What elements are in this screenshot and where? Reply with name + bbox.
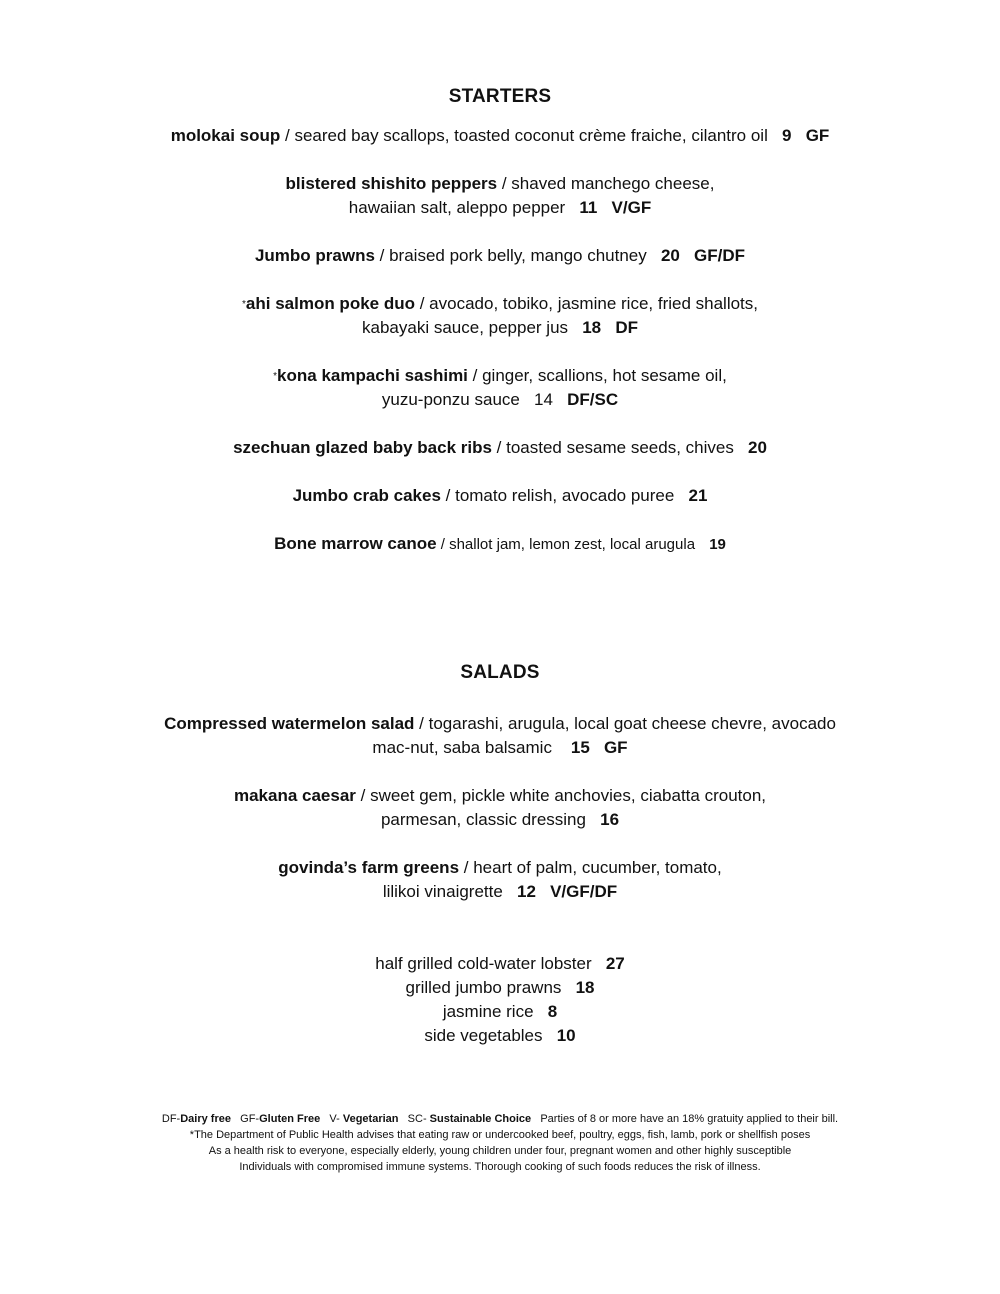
item-name: blistered shishito peppers (285, 174, 498, 193)
item-description-cont: kabayaki sauce, pepper jus (362, 318, 569, 337)
item-name: Compressed watermelon salad (164, 714, 415, 733)
item-price: 9 (782, 126, 792, 145)
footer-legend (0, 1111, 1000, 1127)
item-description-cont: mac-nut, saba balsamic (372, 738, 552, 757)
side-price: 10 (556, 1026, 576, 1045)
side-price: 18 (575, 978, 595, 997)
item-price: 12 (517, 882, 536, 901)
menu-item-crab-cakes (0, 484, 1000, 508)
legend-code-v: V- (329, 1113, 343, 1125)
side-name: half grilled cold-water lobster (375, 954, 592, 973)
health-notice-line3: Individuals with compromised immune systems. Thorough cooking of such foods reduces the risk of illness. (239, 1161, 761, 1173)
health-notice-line1: *The Department of Public Health advises that eating raw or undercooked beef, poultry, eggs, fish, lamb, pork or shellfish poses (189, 1129, 811, 1141)
item-dietary-tag: GF (603, 738, 628, 757)
raw-item-asterisk: * (273, 371, 278, 382)
item-description: / ginger, scallions, hot sesame oil, (467, 366, 727, 385)
side-name: side vegetables (424, 1026, 543, 1045)
salads-heading: SALADS (460, 662, 540, 683)
menu-item-watermelon-salad (0, 712, 1000, 736)
item-price: 18 (582, 318, 602, 337)
item-dietary-tag: GF/DF (694, 246, 746, 265)
menu-item-jumbo-prawns (0, 244, 1000, 268)
side-item-prawns (0, 976, 1000, 1000)
menu-item-makana-caesar-line2 (0, 808, 1000, 832)
item-name: szechuan glazed baby back ribs (233, 438, 492, 457)
menu-item-baby-back-ribs (0, 436, 1000, 460)
menu-item-kampachi-sashimi-line2 (0, 388, 1000, 412)
side-price: 27 (605, 954, 625, 973)
item-description: / togarashi, arugula, local goat cheese chevre, avocado (414, 714, 836, 733)
item-dietary-tag: GF (805, 126, 830, 145)
menu-item-shishito-peppers-line2 (0, 196, 1000, 220)
item-name: molokai soup (170, 126, 281, 145)
health-notice-line2: As a health risk to everyone, especially elderly, young children under four, pregnant women and other highly susceptible (208, 1145, 792, 1157)
item-description: / braised pork belly, mango chutney (374, 246, 647, 265)
legend-code-sc: SC- (407, 1113, 430, 1125)
item-price: 19 (709, 536, 726, 553)
legend-code-gf: GF- (240, 1113, 260, 1125)
side-price: 8 (547, 1002, 558, 1021)
starters-heading: STARTERS (448, 86, 552, 107)
item-description: / shaved manchego cheese, (497, 174, 715, 193)
side-name: jasmine rice (442, 1002, 534, 1021)
menu-item-poke-duo (0, 292, 1000, 317)
legend-label-v: Vegetarian (342, 1113, 399, 1125)
item-price: 14 (534, 390, 553, 409)
legend-code-df: DF- (161, 1113, 181, 1125)
item-name: govinda’s farm greens (278, 858, 460, 877)
item-dietary-tag: DF (615, 318, 638, 337)
item-name: Bone marrow canoe (274, 534, 437, 553)
item-price: 21 (688, 486, 708, 505)
item-description: / shallot jam, lemon zest, local arugula (436, 536, 696, 553)
item-dietary-tag: DF/SC (567, 390, 619, 409)
item-description-cont: hawaiian salt, aleppo pepper (348, 198, 566, 217)
item-name: kona kampachi sashimi (277, 366, 468, 385)
menu-item-farm-greens-line2 (0, 880, 1000, 904)
item-description-cont: yuzu-ponzu sauce (381, 390, 520, 409)
item-dietary-tag: V/GF (611, 198, 652, 217)
item-price: 11 (579, 198, 598, 217)
side-item-jasmine-rice (0, 1000, 1000, 1024)
item-description: / avocado, tobiko, jasmine rice, fried shallots, (415, 294, 758, 313)
menu-item-kampachi-sashimi (0, 364, 1000, 389)
menu-item-shishito-peppers (0, 172, 1000, 196)
item-price: 20 (748, 438, 767, 457)
menu-item-farm-greens (0, 856, 1000, 880)
side-name: grilled jumbo prawns (405, 978, 562, 997)
raw-item-asterisk: * (242, 299, 246, 310)
item-price: 16 (600, 810, 620, 829)
menu-item-makana-caesar (0, 784, 1000, 808)
item-name: makana caesar (233, 786, 356, 805)
item-price: 20 (660, 246, 680, 265)
menu-item-poke-duo-line2 (0, 316, 1000, 340)
legend-label-df: Dairy free (180, 1113, 231, 1125)
item-name: ahi salmon poke duo (245, 294, 415, 313)
legend-label-sc: Sustainable Choice (429, 1113, 532, 1125)
item-description-cont: parmesan, classic dressing (380, 810, 586, 829)
gratuity-notice: Parties of 8 or more have an 18% gratuity applied to their bill. (540, 1113, 839, 1125)
menu-item-watermelon-salad-line2 (0, 736, 1000, 760)
item-name: Jumbo prawns (254, 246, 375, 265)
menu-item-bone-marrow (0, 532, 1000, 557)
item-description-cont: lilikoi vinaigrette (382, 882, 503, 901)
legend-label-gf: Gluten Free (259, 1113, 321, 1125)
item-description: / toasted sesame seeds, chives (491, 438, 734, 457)
side-item-lobster (0, 952, 1000, 976)
item-dietary-tag: V/GF/DF (550, 882, 618, 901)
item-name: Jumbo crab cakes (292, 486, 441, 505)
menu-item-molokai-soup (0, 124, 1000, 148)
side-item-vegetables (0, 1024, 1000, 1048)
item-description: / seared bay scallops, toasted coconut crème fraiche, cilantro oil (280, 126, 768, 145)
item-description: / heart of palm, cucumber, tomato, (459, 858, 722, 877)
item-description: / sweet gem, pickle white anchovies, ciabatta crouton, (355, 786, 767, 805)
item-description: / tomato relish, avocado puree (440, 486, 675, 505)
item-price: 15 (570, 738, 590, 757)
